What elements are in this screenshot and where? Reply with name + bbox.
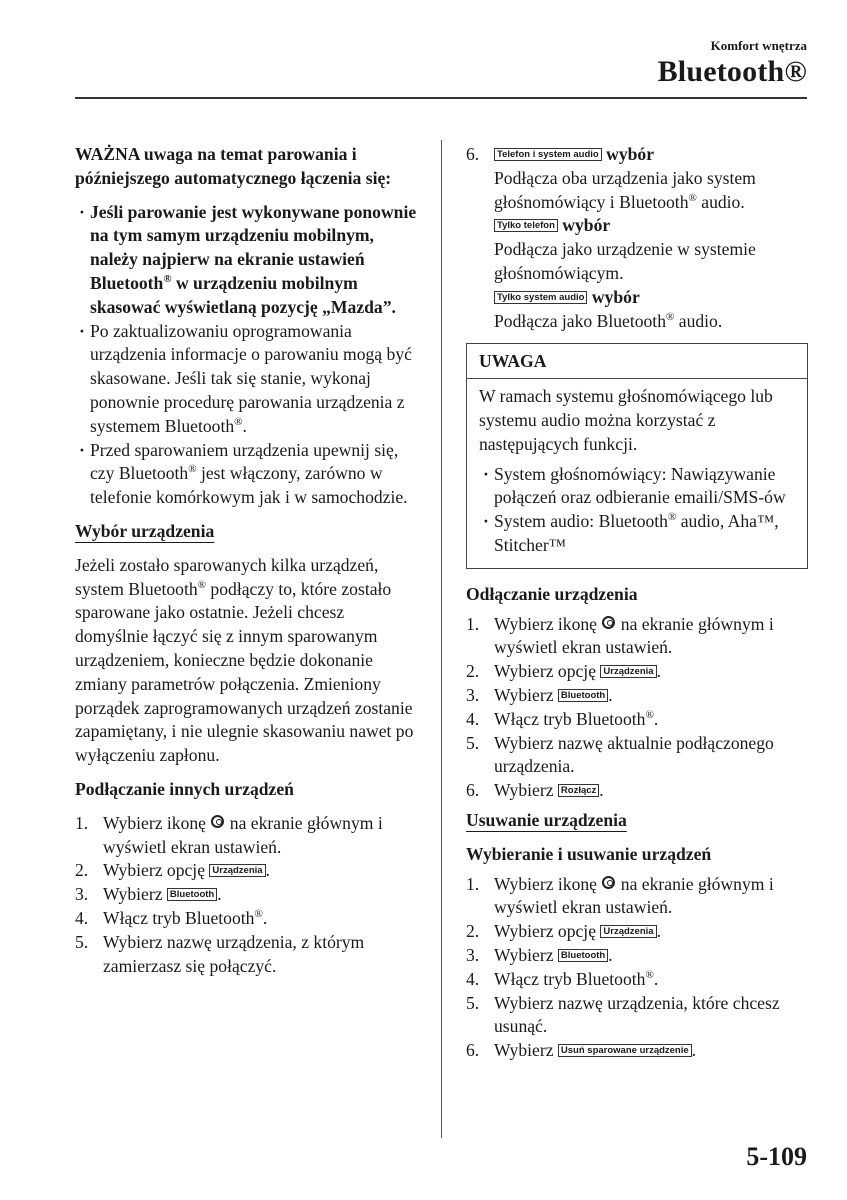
disconnect-key: Rozłącz [558,784,599,797]
select-device-heading: Wybór urządzenia [75,520,215,541]
remove-subheading: Wybieranie i usuwanie urządzeń [466,843,712,864]
option-label: Tylko telefon wybór [466,214,808,238]
list-item: 3. Wybierz Bluetooth . [466,944,613,965]
header-divider [75,97,807,99]
list-item: 6. Wybierz Usuń sparowane urządzenie . [466,1040,697,1061]
list-item: 4. Włącz tryb Bluetooth®. [75,907,268,928]
disconnect-heading: Odłączanie urządzenia [466,583,638,604]
list-item: 3. Wybierz Bluetooth . [75,884,222,905]
devices-key: Urządzenia [600,665,656,678]
phone-and-audio-key: Telefon i system audio [494,148,602,161]
list-item: 5. Wybierz nazwę urządzenia, które chcesz usunąć. [466,992,780,1037]
section-label: Komfort wnętrza [710,38,807,53]
note-bullet: · System audio: Bluetooth® audio, Aha™, Stitcher™ [477,510,795,558]
option-label: Tylko system audio wybór [466,286,808,310]
right-column [466,143,808,1063]
bluetooth-key: Bluetooth [558,949,608,962]
settings-gear-icon [602,616,615,629]
list-item: 6. Wybierz Rozłącz . [466,780,604,801]
phone-only-key: Tylko telefon [494,219,558,232]
left-column [75,143,420,978]
list-item: 5. Wybierz nazwę aktualnie podłączonego urządzenia. [466,732,774,777]
note-bullet: · System głośnomówiący: Nawiązywanie połączeń oraz odbieranie emaili/SMS-ów [477,463,795,511]
audio-only-key: Tylko system audio [494,291,587,304]
list-item: 4. Włącz tryb Bluetooth®. [466,968,659,989]
bullet-item: · Przed sparowaniem urządzenia upewnij się, czy Bluetooth® jest włączony, zarówno w telefonie komórkowym jak i w samochodzie. [73,439,420,510]
remove-device-heading: Usuwanie urządzenia [466,809,627,830]
option-description: Podłącza jako Bluetooth® audio. [494,310,723,331]
devices-key: Urządzenia [600,925,656,938]
list-item: 1. Wybierz ikonę na ekranie głównym i wyświetl ekran ustawień. [466,873,774,918]
note-title: UWAGA [467,344,807,379]
list-item: 2. Wybierz opcję Urządzenia . [466,921,661,942]
option-description: Podłącza jako urządzenie w systemie głośnomówiącym. [494,239,756,283]
select-device-text: Jeżeli zostało sparowanych kilka urządzeń, system Bluetooth® podłączy to, które zostało sparowane jako ostatnie. Jeżeli chcesz domyślnie łączyć się z innym sparowanym urządzeniem, konieczne będzie dokonanie zmiany parametrów połączenia. Zmieniony porządek zaprogramowanych urządzeń zostanie zapamiętany, i nie ulegnie skasowaniu nawet po wyłączeniu zapłonu. [75,554,414,766]
list-item: 5. Wybierz nazwę urządzenia, z którym zamierzasz się połączyć. [75,931,365,976]
delete-paired-device-key: Usuń sparowane urządzenie [558,1044,692,1057]
list-item: 4. Włącz tryb Bluetooth®. [466,708,659,729]
settings-gear-icon [211,815,224,828]
bluetooth-key: Bluetooth [167,888,217,901]
list-item: 2. Wybierz opcję Urządzenia . [75,860,270,881]
list-item: 1. Wybierz ikonę na ekranie głównym i wyświetl ekran ustawień. [75,812,383,857]
bluetooth-key: Bluetooth [558,689,608,702]
bullet-item: · Jeśli parowanie jest wykonywane ponownie na tym samym urządzeniu mobilnym, należy najpierw na ekranie ustawień Bluetooth® w urządzeniu mobilnym skasować wyświetlaną pozycję „Mazda”. [73,201,420,320]
page-title: Bluetooth® [657,55,807,88]
list-item: 2. Wybierz opcję Urządzenia . [466,661,661,682]
list-item: 3. Wybierz Bluetooth . [466,684,613,705]
note-text: W ramach systemu głośnomówiącego lub systemu audio można korzystać z następujących funkcji. [479,386,773,454]
note-box [466,343,808,568]
settings-gear-icon [602,876,615,889]
option-description: Podłącza oba urządzenia jako system głośnomówiący i Bluetooth® audio. [494,167,756,212]
column-divider [441,140,442,1138]
list-item: 1. Wybierz ikonę na ekranie głównym i wyświetl ekran ustawień. [466,613,774,658]
page-number: 5-109 [746,1142,807,1171]
bullet-item: · Po zaktualizowaniu oprogramowania urządzenia informacje o parowaniu mogą być skasowane. Jeśli tak się stanie, wykonaj ponownie procedurę parowania urządzenia z systemem Bluetooth®. [73,320,420,439]
list-item: 6. Telefon i system audio wybór [466,144,655,164]
important-heading: WAŻNA uwaga na temat parowania i późniejszego automatycznego łączenia się: [75,144,392,188]
connect-heading: Podłączanie innych urządzeń [75,778,294,799]
devices-key: Urządzenia [209,864,265,877]
